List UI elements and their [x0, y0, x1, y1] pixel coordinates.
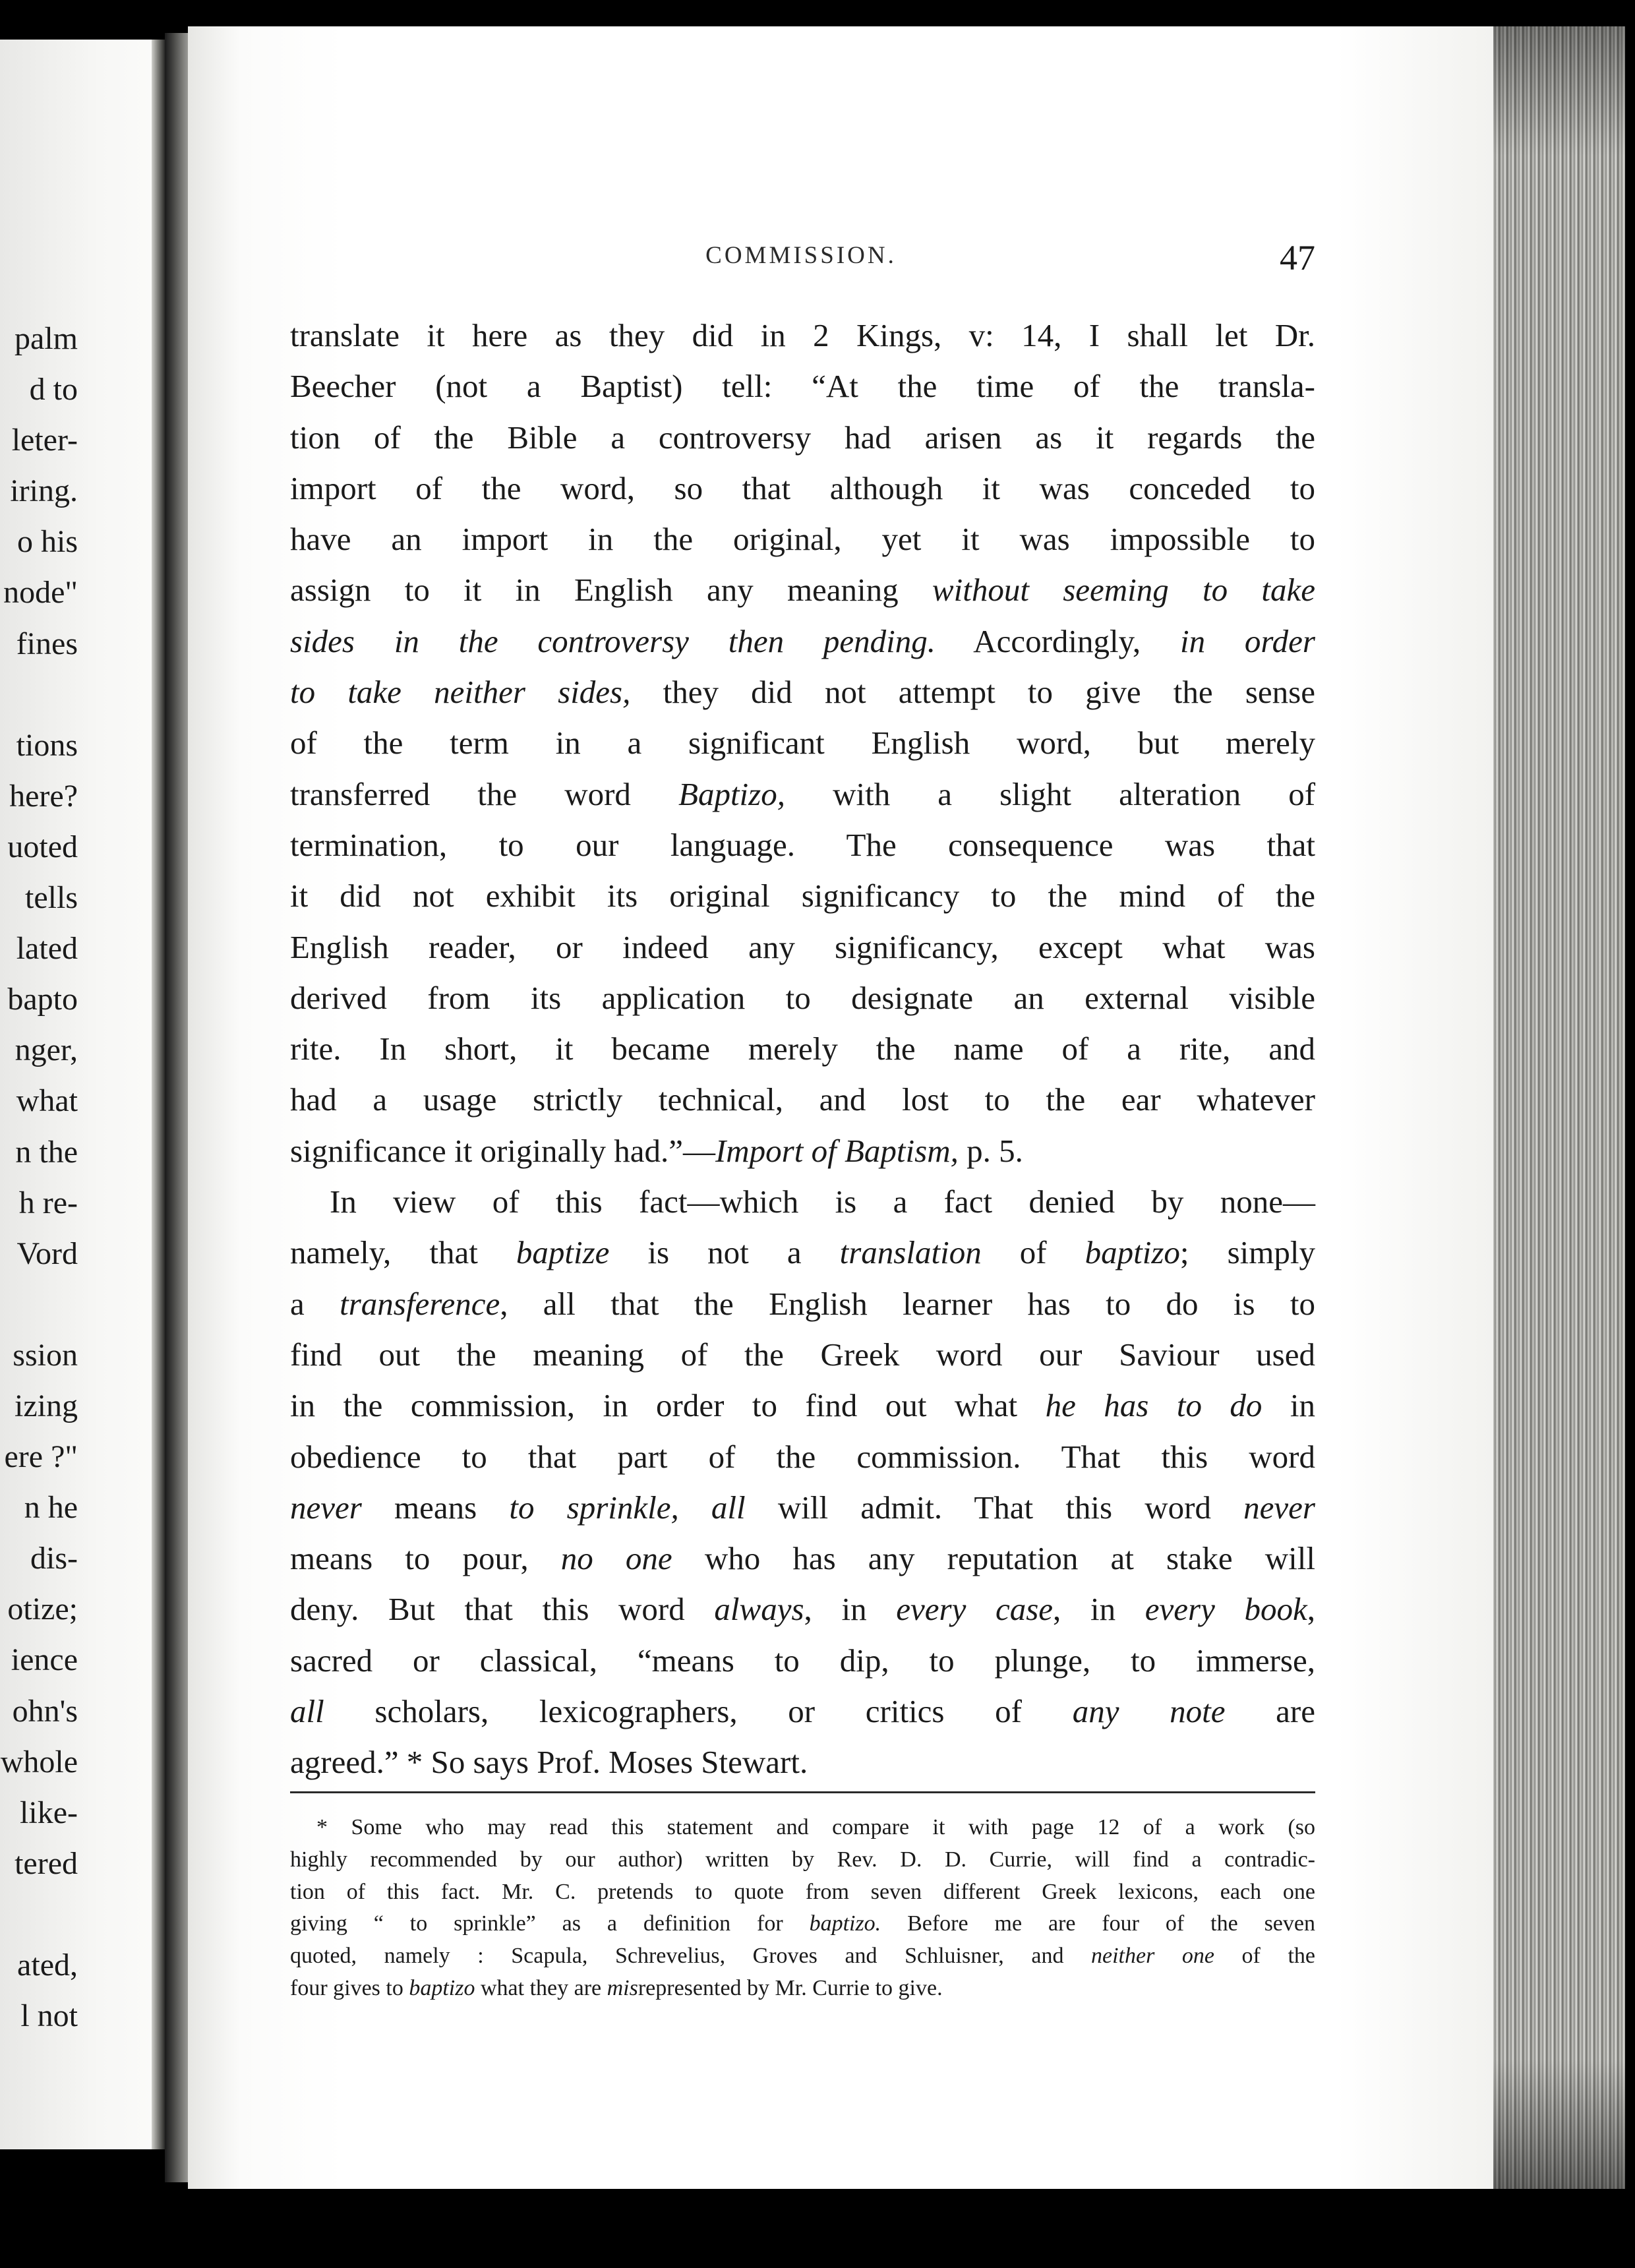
facing-page-fragment: fines: [16, 626, 78, 661]
text-line: [290, 667, 1315, 717]
italic-span: always: [714, 1591, 804, 1628]
text-span: quoted, namely : Scapula, Schrevelius, Groves and Schluisner, and: [290, 1944, 1092, 1969]
text-line: derived from its application to designate an external visible: [290, 979, 1315, 1016]
italic-span: baptizo.: [809, 1911, 881, 1936]
text-span: , all that the English learner has to do is to: [500, 1285, 1315, 1322]
facing-page-fragment: d to: [29, 372, 78, 407]
italic-span: all: [290, 1693, 324, 1730]
text-span: p. 5.: [958, 1132, 1023, 1169]
text-line: agreed.” * So says Prof. Moses Stewart.: [290, 1744, 808, 1781]
facing-page-fragment: Vord: [16, 1236, 78, 1271]
facing-page-fragment: whole: [0, 1744, 78, 1779]
text-span: transferred the word: [290, 775, 679, 812]
text-span: with a slight alteration of: [785, 775, 1316, 812]
text-span: deny. But that this word: [290, 1591, 715, 1628]
text-line: have an import in the original, yet it was impossible to: [290, 521, 1315, 558]
text-line: [290, 1482, 1315, 1533]
text-line: [290, 1380, 1315, 1431]
page-edges: [1493, 26, 1625, 2189]
text-line: of the term in a significant English word, but merely: [290, 725, 1315, 761]
italic-span: transference: [340, 1285, 500, 1322]
text-span: ; simply: [1179, 1234, 1315, 1271]
italic-span: in order: [1180, 622, 1316, 659]
text-span: four gives to: [290, 1975, 409, 2000]
facing-page-fragment: nger,: [15, 1032, 78, 1068]
italic-span: never: [1243, 1489, 1315, 1526]
facing-page-fragment: node": [3, 575, 78, 611]
text-line: sacred or classical, “means to dip, to plunge, to immerse,: [290, 1642, 1315, 1679]
text-line: [290, 1686, 1315, 1737]
footnote-line: [290, 1973, 1315, 2005]
running-head: COMMISSION.: [705, 242, 897, 269]
facing-page-fragment: uoted: [7, 829, 78, 864]
text-span: who has any reputation at stake will: [672, 1540, 1315, 1577]
text-line: [290, 616, 1315, 667]
text-span: Accordingly,: [936, 622, 1180, 659]
text-span: of: [981, 1234, 1085, 1271]
footnote-line: tion of this fact. Mr. C. pretends to quote from seven different Greek lexicons, each one: [290, 1879, 1315, 1904]
text-span: namely, that: [290, 1234, 516, 1271]
text-line: In view of this fact—which is a fact denied by none—: [330, 1183, 1315, 1220]
italic-span: any note: [1072, 1693, 1226, 1730]
facing-page-fragment: otize;: [7, 1592, 78, 1627]
italic-span: without seeming to take: [932, 572, 1315, 609]
text-line: obedience to that part of the commission. That this word: [290, 1438, 1315, 1475]
italic-span: baptizo: [1085, 1234, 1180, 1271]
italic-span: every case: [896, 1591, 1054, 1628]
facing-page-fragment: tered: [15, 1845, 78, 1881]
text-line: [290, 1584, 1315, 1634]
facing-page-fragment: tells: [25, 880, 78, 916]
text-span: are: [1225, 1693, 1315, 1730]
facing-page-fragment: bapto: [7, 982, 78, 1017]
text-span: scholars, lexicographers, or critics of: [324, 1693, 1073, 1730]
facing-page-fragment: tions: [16, 727, 78, 763]
facing-page-fragment: ssion: [13, 1337, 78, 1373]
text-span: means to pour,: [290, 1540, 561, 1577]
text-line: import of the word, so that although it was conceded to: [290, 469, 1315, 506]
main-text: [290, 310, 1315, 1788]
facing-page-fragment: what: [16, 1083, 78, 1119]
text-line: [290, 1227, 1315, 1278]
facing-page-fragment: n he: [24, 1490, 78, 1526]
facing-page-fragment: ere ?": [4, 1439, 78, 1475]
facing-page-fragment: [0, 1889, 158, 1940]
italic-span: he has to do: [1045, 1387, 1263, 1424]
text-span: ,: [1307, 1591, 1315, 1628]
italic-span: no one: [560, 1540, 672, 1577]
text-line: tion of the Bible a controversy had arisen as it regards the: [290, 419, 1315, 456]
facing-page-fragment: leter-: [11, 423, 78, 458]
footnote-line: * Some who may read this statement and compare it with page 12 of a work (so: [316, 1815, 1315, 1839]
text-span: means: [361, 1489, 510, 1526]
facing-page-fragment: palm: [15, 321, 78, 356]
italic-span: Import of Baptism,: [715, 1132, 959, 1169]
facing-page-fragment: like-: [20, 1795, 78, 1830]
facing-page-text-fragments: [0, 313, 158, 2041]
italic-span: every book: [1144, 1591, 1307, 1628]
facing-page-fragment: here?: [9, 778, 78, 814]
footnote-line: highly recommended by our author) written by Rev. D. D. Currie, will find a contradic-: [290, 1847, 1315, 1872]
footnote-line: [290, 1940, 1315, 1973]
facing-page-fragment: dis-: [30, 1541, 78, 1576]
italic-span: to sprinkle, all: [509, 1489, 746, 1526]
paragraph-1: [290, 310, 1315, 1176]
text-line: English reader, or indeed any significancy, except what was: [290, 928, 1315, 965]
facing-page-fragment: ohn's: [12, 1693, 78, 1729]
facing-page-fragment: ated,: [17, 1948, 78, 1983]
text-line: termination, to our language. The consequence was that: [290, 826, 1315, 863]
text-span: will admit. That this word: [745, 1489, 1244, 1526]
text-span: , in: [804, 1591, 897, 1628]
facing-page-fragment: ience: [11, 1642, 78, 1678]
text-span: they did not attempt to give the sense: [630, 674, 1315, 711]
text-span: significance it originally had.”—: [290, 1132, 715, 1169]
italic-span: baptize: [516, 1234, 610, 1271]
footnote-rule: [290, 1791, 1315, 1793]
facing-page-fragment: lated: [16, 931, 78, 967]
page-header: [287, 237, 1315, 284]
text-line: find out the meaning of the Greek word our Saviour used: [290, 1336, 1315, 1373]
facing-page-fragment: [0, 1279, 158, 1330]
text-span: of the: [1214, 1944, 1315, 1969]
page-number: 47: [1280, 238, 1315, 278]
facing-page-fragment: iring.: [10, 473, 78, 509]
italic-span: neither one: [1091, 1944, 1214, 1969]
text-span: represented by Mr. Currie to give.: [638, 1975, 943, 2000]
text-span: Before me are four of the seven: [881, 1911, 1315, 1936]
italic-span: Baptizo,: [678, 775, 785, 812]
italic-span: to take neither sides,: [290, 674, 631, 711]
book-gutter: [165, 33, 188, 2182]
text-span: is not a: [609, 1234, 840, 1271]
facing-page-fragment: l not: [20, 1998, 78, 2034]
text-line: [290, 1278, 1315, 1329]
text-span: assign to it in English any meaning: [290, 572, 932, 609]
text-line: [290, 1533, 1315, 1584]
text-line: Beecher (not a Baptist) tell: “At the time of the transla-: [290, 368, 1315, 405]
text-span: a: [290, 1285, 340, 1322]
text-span: in: [1262, 1387, 1315, 1424]
text-span: , in: [1053, 1591, 1145, 1628]
footnote: [290, 1812, 1315, 2005]
italic-span: sides in the controversy then pending.: [290, 622, 936, 659]
facing-page-fragment: o his: [16, 524, 78, 560]
italic-span: never: [290, 1489, 362, 1526]
footnote-line: [290, 1908, 1315, 1940]
text-line: [290, 769, 1315, 820]
text-span: what they are: [475, 1975, 607, 2000]
facing-page-fragment: izing: [15, 1388, 78, 1423]
text-span: giving “ to sprinkle” as a definition for: [290, 1911, 810, 1936]
text-line: translate it here as they did in 2 Kings, v: 14, I shall let Dr.: [290, 317, 1315, 353]
facing-page-fragment: n the: [15, 1134, 78, 1170]
facing-page-fragment: [0, 669, 158, 720]
text-line: it did not exhibit its original significancy to the mind of the: [290, 878, 1315, 914]
facing-page-fragment: h re-: [18, 1185, 78, 1220]
italic-span: baptizo: [409, 1975, 475, 2000]
text-line: had a usage strictly technical, and lost to the ear whatever: [290, 1081, 1315, 1118]
paragraph-2: [290, 1176, 1315, 1788]
text-line: [290, 1125, 1315, 1176]
text-line: [290, 564, 1315, 615]
italic-span: mis: [607, 1975, 638, 2000]
text-line: rite. In short, it became merely the name of a rite, and: [290, 1030, 1315, 1067]
text-span: in the commission, in order to find out what: [290, 1387, 1046, 1424]
italic-span: translation: [839, 1234, 982, 1271]
